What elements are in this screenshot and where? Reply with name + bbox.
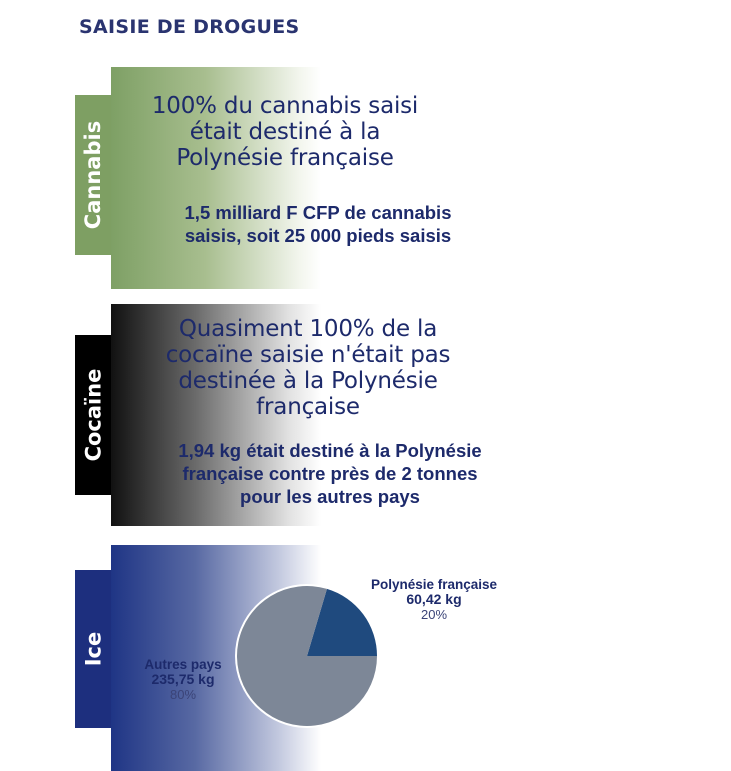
cocaine-fact — [125, 439, 535, 508]
slice-percent: 20% — [420, 607, 448, 622]
cannabis-fact — [138, 201, 498, 247]
cannabis-tab — [75, 95, 111, 255]
cocaine-fact-line: 1,94 kg était destiné à la Polynésie — [178, 440, 482, 461]
cannabis-fact-line: 1,5 milliard F CFP de cannabis — [184, 202, 452, 223]
ice-tab-label: Ice — [80, 631, 105, 667]
cocaine-headline-line: destinée à la Polynésie — [178, 368, 438, 394]
slice-name: Polynésie française — [370, 577, 498, 592]
cocaine-headline-line: Quasiment 100% de la — [178, 316, 438, 342]
cocaine-headline — [138, 316, 478, 420]
page-title: SAISIE DE DROGUES — [79, 16, 300, 38]
cocaine-tab — [75, 335, 111, 495]
slice-label-autres — [128, 657, 238, 702]
slice-percent: 80% — [169, 687, 197, 702]
cocaine-headline-line: française — [256, 394, 360, 420]
cocaine-headline-line: cocaïne saisie n'était pas — [165, 342, 451, 368]
cannabis-headline-line: était destiné à la — [189, 119, 381, 145]
cocaine-fact-line: pour les autres pays — [240, 486, 420, 507]
cannabis-fact-line: saisis, soit 25 000 pieds saisis — [184, 225, 452, 246]
slice-value: 235,75 kg — [151, 671, 215, 687]
cannabis-headline-line: 100% du cannabis saisi — [151, 93, 419, 119]
slice-name: Autres pays — [144, 657, 222, 672]
slice-value: 60,42 kg — [406, 591, 462, 607]
cocaine-fact-line: française contre près de 2 tonnes — [182, 463, 478, 484]
ice-tab — [75, 570, 111, 728]
cannabis-tab-label: Cannabis — [81, 120, 106, 230]
cannabis-headline-line: Polynésie française — [176, 145, 394, 171]
cocaine-tab-label: Cocaïne — [81, 368, 106, 462]
cannabis-headline — [120, 93, 450, 171]
slice-label-polynesie — [354, 577, 514, 622]
